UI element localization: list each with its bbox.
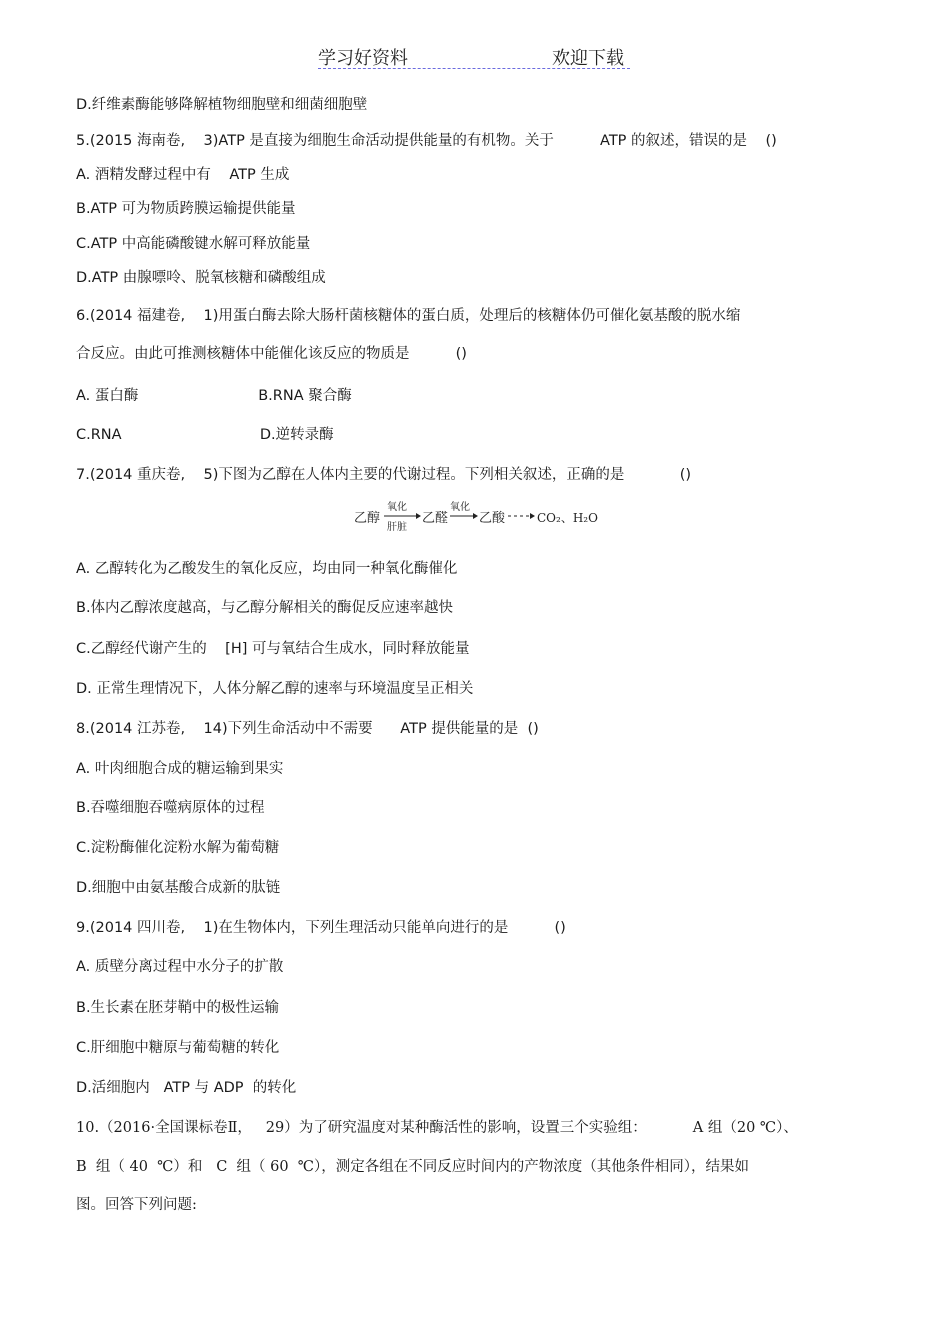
diagram-acetaldehyde: 乙醛 <box>422 511 449 526</box>
q8-option-b: B.吞噬细胞吞噬病原体的过程 <box>76 800 265 816</box>
q5-option-c: C.ATP 中高能磷酸键水解可释放能量 <box>76 236 311 252</box>
q9-option-a: A. 质壁分离过程中水分子的扩散 <box>76 959 284 975</box>
header-right-text: 欢迎下载 <box>552 48 624 69</box>
q6-stem-line2: 合反应。由此可推测核糖体中能催化该反应的物质是 () <box>76 346 467 362</box>
q7-option-c: C.乙醇经代谢产生的 [H] 可与氧结合生成水，同时释放能量 <box>76 641 470 657</box>
q4-option-d: D.纤维素酶能够降解植物细胞壁和细菌细胞壁 <box>76 97 368 113</box>
q10-stem-line1: 10.（2016·全国课标卷Ⅱ， 29）为了研究温度对某种酶活性的影响，设置三个实验组： A 组（20 ℃）、 <box>76 1120 798 1136</box>
q9-option-d: D.活细胞内 ATP 与 ADP 的转化 <box>76 1080 297 1096</box>
q6-stem-line1: 6.(2014 福建卷, 1)用蛋白酶去除大肠杆菌核糖体的蛋白质，处理后的核糖体仍可催化氨基酸的脱水缩 <box>76 308 741 324</box>
q7-stem: 7.(2014 重庆卷, 5)下图为乙醇在人体内主要的代谢过程。下列相关叙述，正确的是 () <box>76 467 692 483</box>
q8-option-a: A. 叶肉细胞合成的糖运输到果实 <box>76 761 284 777</box>
diagram-arrowhead-3 <box>530 513 535 519</box>
diagram-oxidation-label-2: 氧化 <box>450 502 470 513</box>
diagram-ethanol: 乙醇 <box>354 511 381 526</box>
diagram-oxidation-label-1: 氧化 <box>387 502 407 513</box>
q8-option-c: C.淀粉酶催化淀粉水解为葡萄糖 <box>76 840 280 856</box>
q6-options-cd: C.RNA D.逆转录酶 <box>76 427 334 443</box>
diagram-arrowhead-2 <box>473 513 478 519</box>
q8-option-d: D.细胞中由氨基酸合成新的肽链 <box>76 880 281 896</box>
q7-option-d: D. 正常生理情况下，人体分解乙醇的速率与环境温度呈正相关 <box>76 681 474 697</box>
q5-option-d: D.ATP 由腺嘌呤、脱氧核糖和磷酸组成 <box>76 270 326 286</box>
diagram-products: CO₂、H₂O <box>537 511 598 525</box>
q5-option-b: B.ATP 可为物质跨膜运输提供能量 <box>76 201 296 217</box>
header-left-text: 学习好资料 <box>318 48 408 69</box>
diagram-arrowhead-1 <box>416 513 421 519</box>
q10-stem-line3: 图。回答下列问题: <box>76 1197 197 1213</box>
diagram-acetic-acid: 乙酸 <box>479 511 506 526</box>
q9-option-c: C.肝细胞中糖原与葡萄糖的转化 <box>76 1040 280 1056</box>
diagram-liver-label: 肝脏 <box>387 522 407 533</box>
q9-option-b: B.生长素在胚芽鞘中的极性运输 <box>76 1000 280 1016</box>
q7-option-a: A. 乙醇转化为乙酸发生的氧化反应，均由同一种氧化酶催化 <box>76 561 458 577</box>
ethanol-metabolism-diagram <box>350 496 600 536</box>
q9-stem: 9.(2014 四川卷, 1)在生物体内，下列生理活动只能单向进行的是 () <box>76 920 566 936</box>
q7-option-b: B.体内乙醇浓度越高，与乙醇分解相关的酶促反应速率越快 <box>76 600 454 616</box>
q10-stem-line2: B 组（ 40 ℃）和 C 组（ 60 ℃），测定各组在不同反应时间内的产物浓度（其他条件相同），结果如 <box>76 1159 750 1175</box>
q5-option-a: A. 酒精发酵过程中有 ATP 生成 <box>76 167 290 183</box>
q5-stem: 5.(2015 海南卷, 3)ATP 是直接为细胞生命活动提供能量的有机物。关于 ATP 的叙述，错误的是 () <box>76 133 777 149</box>
header-underline <box>318 68 630 69</box>
q6-options-ab: A. 蛋白酶 B.RNA 聚合酶 <box>76 388 352 404</box>
q8-stem: 8.(2014 江苏卷, 14)下列生命活动中不需要 ATP 提供能量的是 () <box>76 721 539 737</box>
